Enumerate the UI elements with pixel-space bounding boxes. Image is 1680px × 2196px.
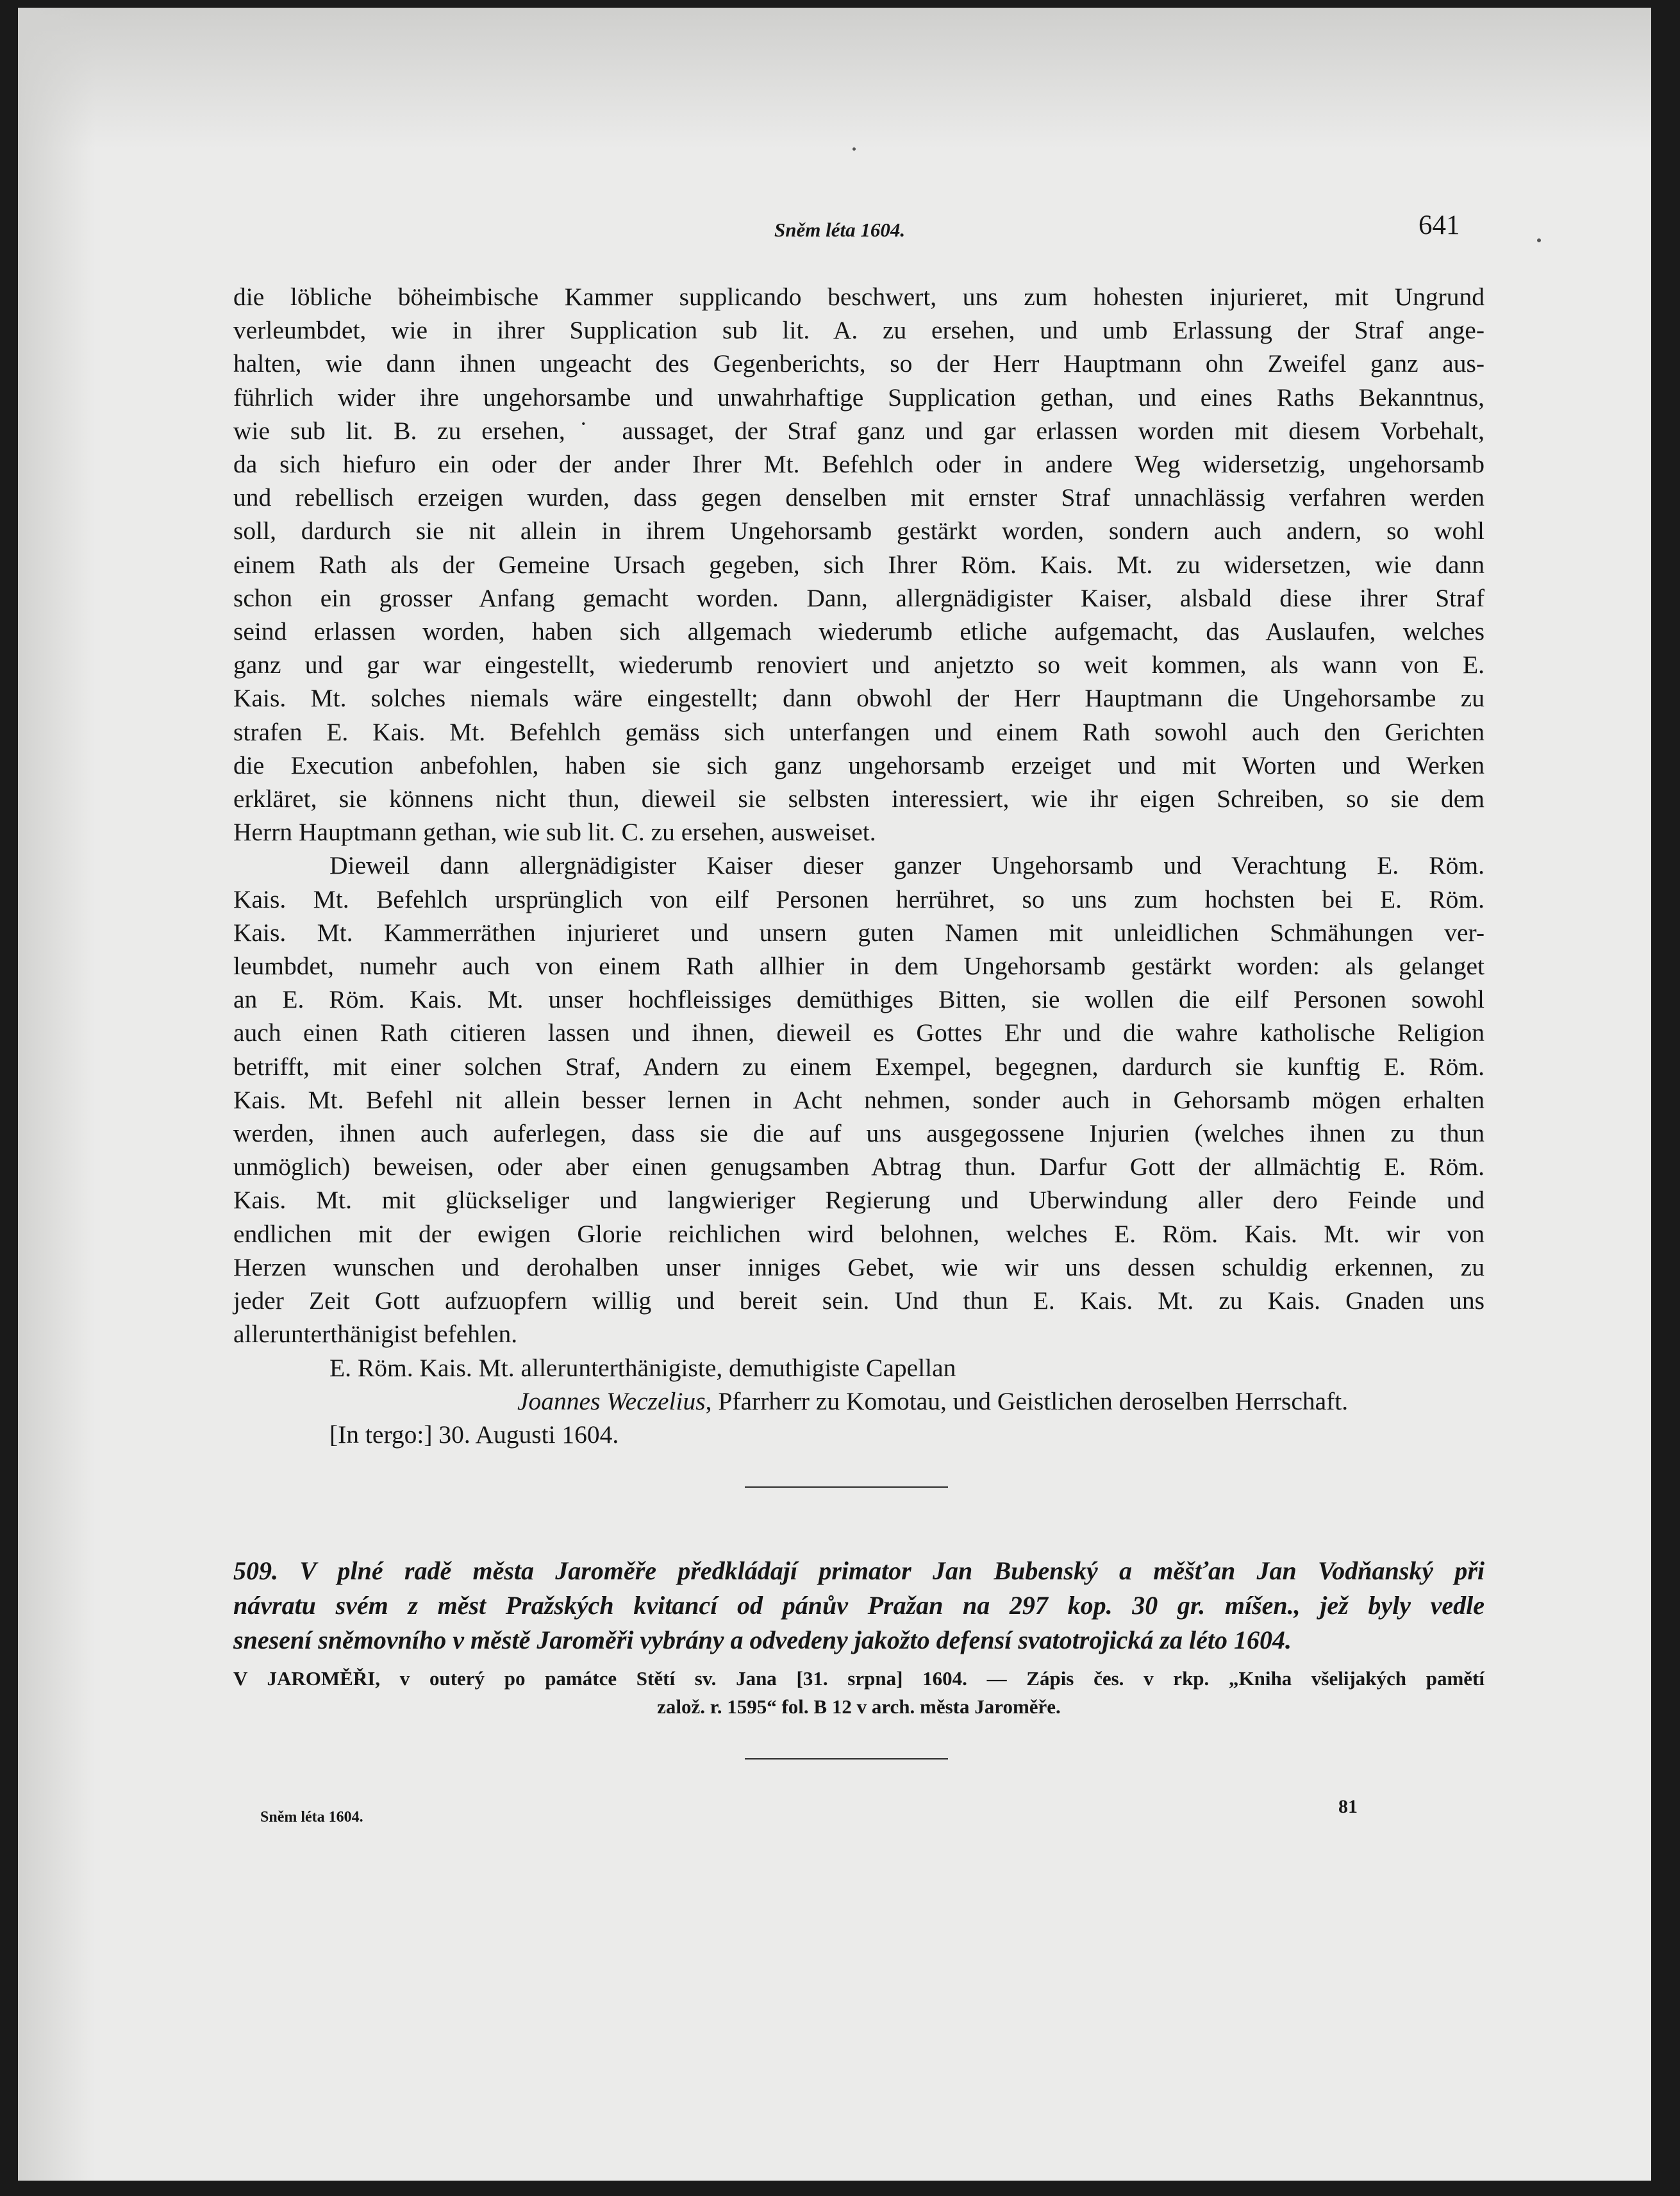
- text-line: verleumbdet, wie in ihrer Supplication sub lit. A. zu ersehen, und umb Erlassung der Straf ange-: [233, 316, 1485, 345]
- text-line: unmöglich) beweisen, oder aber einen genugsamben Abtrag thun. Darfur Gott der allmächtig E. Röm.: [233, 1152, 1485, 1181]
- scan-speck: [1537, 238, 1541, 242]
- text-line: die löbliche böheimbische Kammer supplicando beschwert, uns zum hohesten injurieret, mit Ungrund: [233, 283, 1485, 311]
- text-line: endlichen mit der ewigen Glorie reichlichen wird belohnen, welches E. Röm. Kais. Mt. wir von: [233, 1219, 1485, 1248]
- text-line: wie sub lit. B. zu ersehen,˙ aussaget, der Straf ganz und gar erlassen worden mit diesem Vorbehalt,: [233, 416, 1485, 445]
- text-line: auch einen Rath citieren lassen und ihnen, dieweil es Gottes Ehr und die wahre katholische Religion: [233, 1019, 1485, 1047]
- text-line: führlich wider ihre ungehorsambe und unwahrhaftige Supplication gethan, und eines Raths Bekanntnus,: [233, 383, 1485, 412]
- page-number: 641: [1418, 210, 1460, 240]
- text-line: Kais. Mt. Befehl nit allein besser lernen in Acht nehmen, sonder auch in Gehorsamb mögen erhalten: [233, 1085, 1485, 1114]
- main-text: [233, 280, 1485, 1451]
- signature-title: , Pfarrherr zu Komotau, und Geistlichen deroselben Herrschaft.: [705, 1386, 1349, 1415]
- paragraph-2: [233, 849, 1485, 1351]
- text-line: Kais. Mt. Befehlch ursprünglich von eilf Personen herrühret, so uns zum hochsten bei E. Röm.: [233, 885, 1485, 913]
- scan-shadow-left: [18, 8, 95, 2181]
- text-line: werden, ihnen auch auferlegen, dass sie die auf uns ausgegossene Injurien (welches ihnen zu thun: [233, 1119, 1485, 1148]
- text-line: jeder Zeit Gott aufzuopfern willig und bereit sein. Und thun E. Kais. Mt. zu Kais. Gnaden uns: [233, 1286, 1485, 1315]
- source-line-2: založ. r. 1595“ fol. B 12 v arch. města Jaroměře.: [657, 1695, 1061, 1718]
- signature-line: [233, 1385, 1485, 1418]
- text-line: Herrn Hauptmann gethan, wie sub lit. C. zu ersehen, ausweiset.: [233, 818, 876, 847]
- entry-heading-line: 509. V plné radě města Jaroměře předkládají primator Jan Bubenský a měšťan Jan Vodňanský při: [233, 1556, 1485, 1585]
- endorsement-line: [In tergo:] 30. Augusti 1604.: [329, 1420, 619, 1449]
- footer-sheet-number: 81: [1338, 1796, 1358, 1817]
- text-line: leumbdet, numehr auch von einem Rath allhier in dem Ungehorsamb gestärkt worden: als gelanget: [233, 952, 1485, 981]
- text-line: Kais. Mt. solches niemals wäre eingestellt; dann obwohl der Herr Hauptmann die Ungehorsambe zu: [233, 684, 1485, 713]
- footer-signature: Sněm léta 1604.: [260, 1809, 363, 1826]
- text-line: soll, dardurch sie nit allein in ihrem Ungehorsamb gestärkt worden, sondern auch andern, so wohl: [233, 517, 1485, 545]
- source-line-1: V JAROMĚŘI, v outerý po památce Stětí sv. Jana [31. srpna] 1604. — Zápis čes. v rkp. „Kniha všelijakých pamětí: [233, 1667, 1485, 1690]
- text-line: schon ein grosser Anfang gemacht worden. Dann, allergnädigister Kaiser, alsbald diese ihrer Straf: [233, 583, 1485, 612]
- text-line: halten, wie dann ihnen ungeacht des Gegenberichts, so der Herr Hauptmann ohn Zweifel ganz aus-: [233, 349, 1485, 378]
- text-line: ganz und gar war eingestellt, wiederumb renoviert und anjetzto so weit kommen, als wann von E.: [233, 651, 1485, 679]
- scan-speck: [852, 147, 856, 151]
- running-head: [18, 210, 1651, 248]
- text-line: Dieweil dann allergnädigister Kaiser dieser ganzer Ungehorsamb und Verachtung E. Röm.: [329, 851, 1485, 880]
- scan-shadow-top: [18, 8, 1651, 149]
- signature-name: Joannes Weczelius: [517, 1386, 706, 1415]
- section-divider: [745, 1486, 948, 1488]
- text-line: strafen E. Kais. Mt. Befehlch gemäss sich unterfangen und einem Rath sowohl auch den Gerichten: [233, 717, 1485, 746]
- text-line: einem Rath als der Gemeine Ursach gegeben, sich Ihrer Röm. Kais. Mt. zu widersetzen, wie dann: [233, 550, 1485, 579]
- section-divider: [745, 1758, 948, 1759]
- text-line: erkläret, sie könnens nicht thun, dieweil sie selbsten interessiert, wie ihr eigen Schreiben, so sie dem: [233, 785, 1485, 813]
- text-line: betrifft, mit einer solchen Straf, Andern zu einem Exempel, begegnen, dardurch sie kunftig E. Röm.: [233, 1052, 1485, 1081]
- text-line: allerunterthänigist befehlen.: [233, 1320, 518, 1349]
- entry-heading-line: snesení sněmovního v městě Jaroměři vybrány a odvedeny jakožto defensí svatotrojická za léto 1604.: [233, 1626, 1292, 1654]
- text-line: an E. Röm. Kais. Mt. unser hochfleissiges demüthiges Bitten, sie wollen die eilf Personen sowohl: [233, 985, 1485, 1014]
- text-line: Kais. Mt. Kammerräthen injurieret und unsern guten Namen mit unleidlichen Schmähungen ver-: [233, 918, 1485, 947]
- scanned-page: [18, 8, 1651, 2181]
- source-note: [233, 1665, 1485, 1721]
- text-line: da sich hiefuro ein oder der ander Ihrer Mt. Befehlch oder in andere Weg widersetzig, ungehorsamb: [233, 450, 1485, 479]
- entry-heading-line: návratu svém z měst Pražských kvitancí od pánův Pražan na 297 kop. 30 gr. míšen., jež byly vedle: [233, 1591, 1485, 1620]
- closing-line: E. Röm. Kais. Mt. allerunterthänigiste, demuthigiste Capellan: [329, 1353, 956, 1382]
- document-entry-heading: [233, 1554, 1485, 1658]
- running-head-title: Sněm léta 1604.: [774, 219, 906, 241]
- text-line: seind erlassen worden, haben sich allgemach wiederumb etliche aufgemacht, das Auslaufen, welches: [233, 617, 1485, 646]
- text-line: Kais. Mt. mit glückseliger und langwieriger Regierung und Uberwindung aller dero Feinde und: [233, 1186, 1485, 1215]
- text-line: Herzen wunschen und derohalben unser inniges Gebet, wie wir uns dessen schuldig erkennen, zu: [233, 1252, 1485, 1281]
- paragraph-1: [233, 280, 1485, 849]
- text-line: die Execution anbefohlen, haben sie sich ganz ungehorsamb erzeiget und mit Worten und Werken: [233, 751, 1485, 779]
- text-line: und rebellisch erzeigen wurden, dass gegen denselben mit ernster Straf unnachlässig verfahren werden: [233, 483, 1485, 512]
